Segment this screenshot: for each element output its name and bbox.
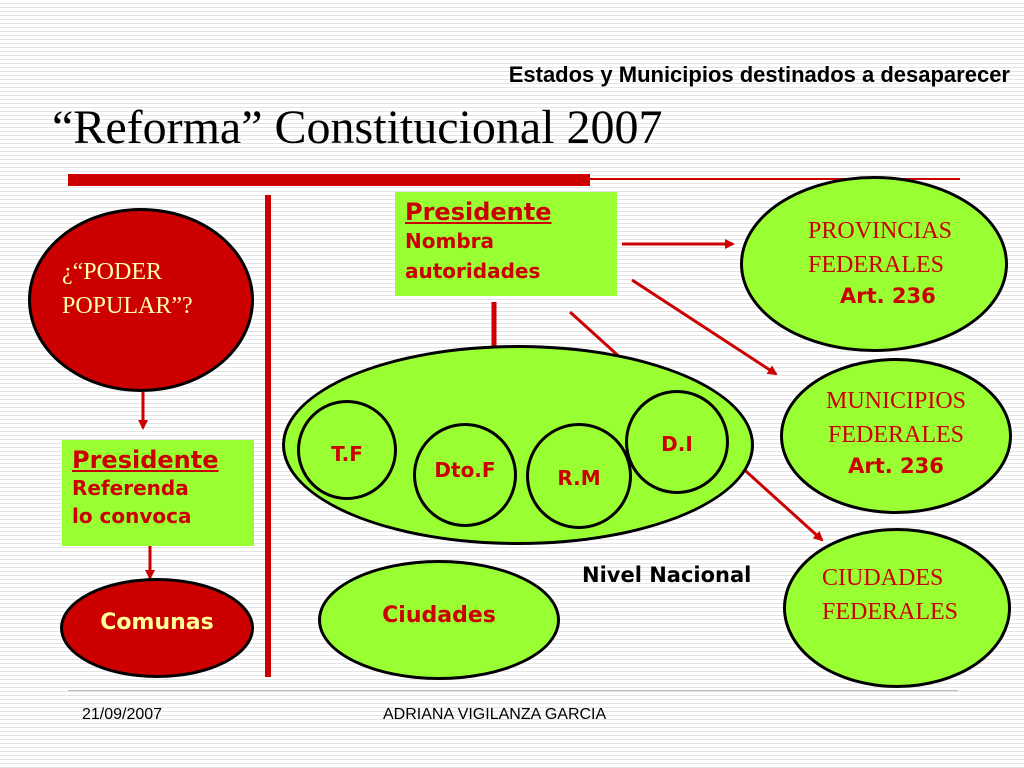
presidente-nombra-line1: Nombra <box>405 229 494 253</box>
nivel-nacional-label: Nivel Nacional <box>582 563 752 587</box>
circle-di-label: D.I <box>661 432 693 456</box>
provincias-art: Art. 236 <box>840 284 936 308</box>
presidente-nombra-box <box>395 192 617 296</box>
footer-divider <box>68 690 958 691</box>
slide-title: “Reforma” Constitucional 2007 <box>52 101 663 154</box>
presidente-referenda-line2: lo convoca <box>72 504 192 528</box>
footer-date: 21/09/2007 <box>82 706 163 723</box>
presidente-referenda-line1: Referenda <box>72 476 189 500</box>
footer-author: ADRIANA VIGILANZA GARCIA <box>383 706 607 723</box>
presidente-referenda-box <box>62 440 254 546</box>
municipios-label <box>780 384 1012 478</box>
circle-rm-label: R.M <box>557 466 601 490</box>
provincias-line2: FEDERALES <box>808 252 945 278</box>
municipios-art: Art. 236 <box>848 454 944 478</box>
presidente-nombra-head: Presidente <box>405 198 552 226</box>
presidente-nombra-line2: autoridades <box>405 259 541 283</box>
comunas-label: Comunas <box>100 610 214 635</box>
presidente-referenda-head: Presidente <box>72 446 219 474</box>
poder-popular-line1: ¿“PODER <box>62 259 162 285</box>
poder-popular-label <box>62 255 193 323</box>
municipios-line1: MUNICIPIOS <box>825 388 966 414</box>
ciudades-federales-line2: FEDERALES <box>822 599 959 625</box>
circle-dtof-label: Dto.F <box>434 458 496 482</box>
ciudades-label: Ciudades <box>382 603 496 628</box>
poder-popular-line2: POPULAR”? <box>62 293 193 319</box>
slide-subtitle: Estados y Municipios destinados a desaparecer <box>508 62 1010 87</box>
provincias-label <box>808 214 952 308</box>
ciudades-federales-line1: CIUDADES <box>822 565 944 591</box>
ciudades-federales-label <box>822 561 958 629</box>
municipios-line2: FEDERALES <box>827 422 964 448</box>
provincias-line1: PROVINCIAS <box>808 218 953 244</box>
circle-tf-label: T.F <box>331 442 363 466</box>
